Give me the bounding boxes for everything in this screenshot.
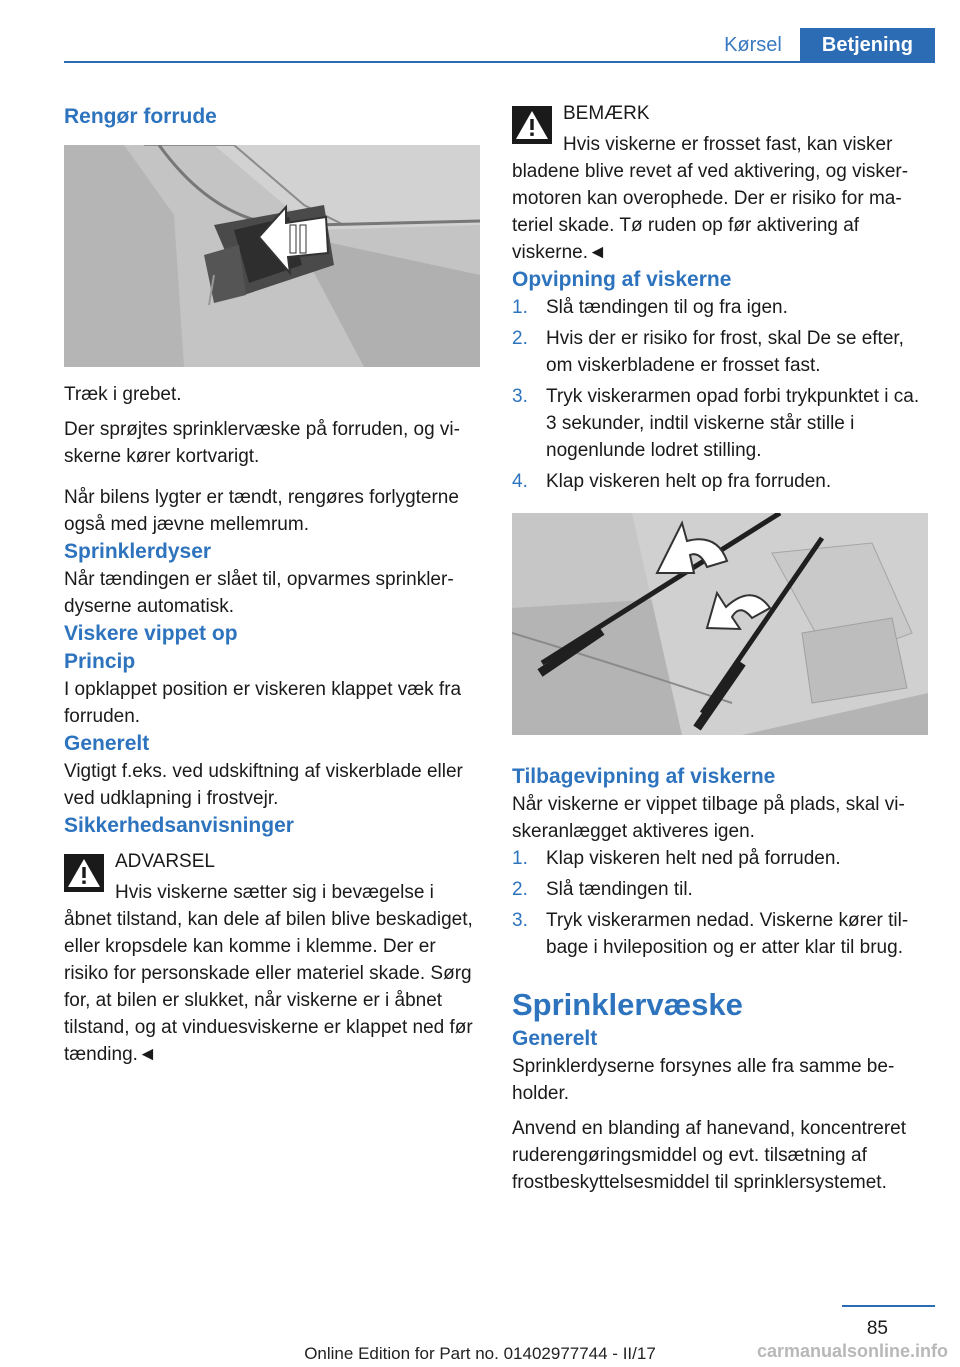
text-sprinklerdyser: Når tændingen er slået til, opvarmes sprinklerdyserne automatisk. [64,569,454,617]
warning-title: ADVARSEL [115,851,215,872]
list-item [512,325,928,379]
footer-rule [842,1305,935,1307]
heading-opvipning: Opvipning af viskerne [512,268,732,291]
list-item [512,383,928,464]
text-generelt: Vigtigt f.eks. ved udskiftning af viskerblade eller ved udklapning i frostvejr. [64,761,463,809]
step-number: 1. [512,297,528,318]
list-item [512,468,928,495]
list-item [512,294,928,321]
warning-first-line: Hvis viskerne sætter sig i bevægelse i [115,882,434,903]
right-column [512,100,928,1196]
text-sprinkler-beholder: Sprinklerdyserne forsynes alle fra samme beholder. [512,1056,895,1104]
steps-tilbagevipning [512,845,928,961]
step-text: Hvis der er risiko for frost, skal De se efter, om viskerbladene er frosset fast. [546,328,904,376]
heading-rengor-forrude: Rengør forrude [64,105,217,128]
step-text: Klap viskeren helt ned på forruden. [546,848,841,869]
step-text: Klap viskeren helt op fra forruden. [546,471,832,492]
step-text: Tryk viskerarmen nedad. Viskerne kører tilbage i hvileposition og er atter klar til brug. [546,910,909,958]
heading-generelt-2: Generelt [512,1027,598,1050]
step-text: Slå tændingen til. [546,879,693,900]
heading-generelt: Generelt [64,732,150,755]
heading-princip: Princip [64,650,136,673]
page-number: 85 [866,1318,888,1339]
step-number: 3. [512,386,528,407]
text-tilbagevipning: Når viskerne er vippet tilbage på plads, skal viskeranlægget aktiveres igen. [512,794,905,842]
step-text: Slå tændingen til og fra igen. [546,297,788,318]
note-title: BEMÆRK [563,103,650,124]
text-princip: I opklappet position er viskeren klappet væk fra forruden. [64,679,462,727]
figure-wiper-stalk [64,145,480,367]
step-number: 4. [512,471,528,492]
text-forlygter: Når bilens lygter er tændt, rengøres forlygterne også med jævne mellemrum. [64,487,459,535]
tab-korsel[interactable]: Kørsel [724,34,782,56]
list-item [512,845,928,872]
steps-opvipning [512,294,928,495]
note-first-line: Hvis viskerne er frosset fast, kan visker [563,134,893,155]
watermark: carmanualsonline.info [756,1341,948,1361]
header-rule [64,61,935,63]
list-item [512,876,928,903]
warning-triangle-icon [512,106,552,144]
heading-sprinklerdyser: Sprinklerdyser [64,540,212,563]
warning-box [64,848,480,1068]
heading-sikkerhedsanvisninger: Sikkerhedsanvisninger [64,814,294,837]
step-number: 2. [512,879,528,900]
step-number: 2. [512,328,528,349]
note-box [512,100,928,266]
text-traek-i-grebet: Træk i grebet. [64,384,182,405]
left-column [64,100,480,1068]
heading-viskere-vippet-op: Viskere vippet op [64,622,238,645]
step-number: 3. [512,910,528,931]
tab-betjening[interactable]: Betjening [800,28,935,62]
chapter-tabs [706,28,935,62]
step-number: 1. [512,848,528,869]
edition-line: Online Edition for Part no. 01402977744 - II/17 [304,1344,656,1363]
step-text: Tryk viskerarmen opad forbi trykpunktet i ca. 3 sekunder, indtil viskerne står stille i nogenlunde lodret stilling. [546,386,920,461]
list-item [512,907,928,961]
text-sprinklervaeske-info: Der sprøjtes sprinklervæske på forruden, og viskerne kører kortvarigt. [64,419,460,467]
figure-wipers-raised [512,513,928,735]
note-text: bladene blive revet af ved aktivering, og viskermotoren kan overophede. Der er risiko for materiel skade. Tø ruden op før aktivering af viskerne.◄ [512,161,909,263]
warning-text: åbnet tilstand, kan dele af bilen blive beskadiget, eller kropsdele kan komme i klemme. Der er risiko for personskade eller materiel skade. Sørg for, at bilen er slukket, når viskerne er i åbnet tilstand, og at vinduesviskerne er klappet ned før tænding.◄ [64,909,473,1065]
heading-tilbagevipning: Tilbagevipning af viskerne [512,765,776,788]
text-sprinkler-blanding: Anvend en blanding af hanevand, koncentreret ruderengøringsmiddel og evt. tilsætning af frostbeskyttelsesmiddel til sprinklersystemet. [512,1118,907,1193]
heading-sprinklervaeske: Sprinklervæske [512,987,743,1022]
warning-triangle-icon [64,854,104,892]
